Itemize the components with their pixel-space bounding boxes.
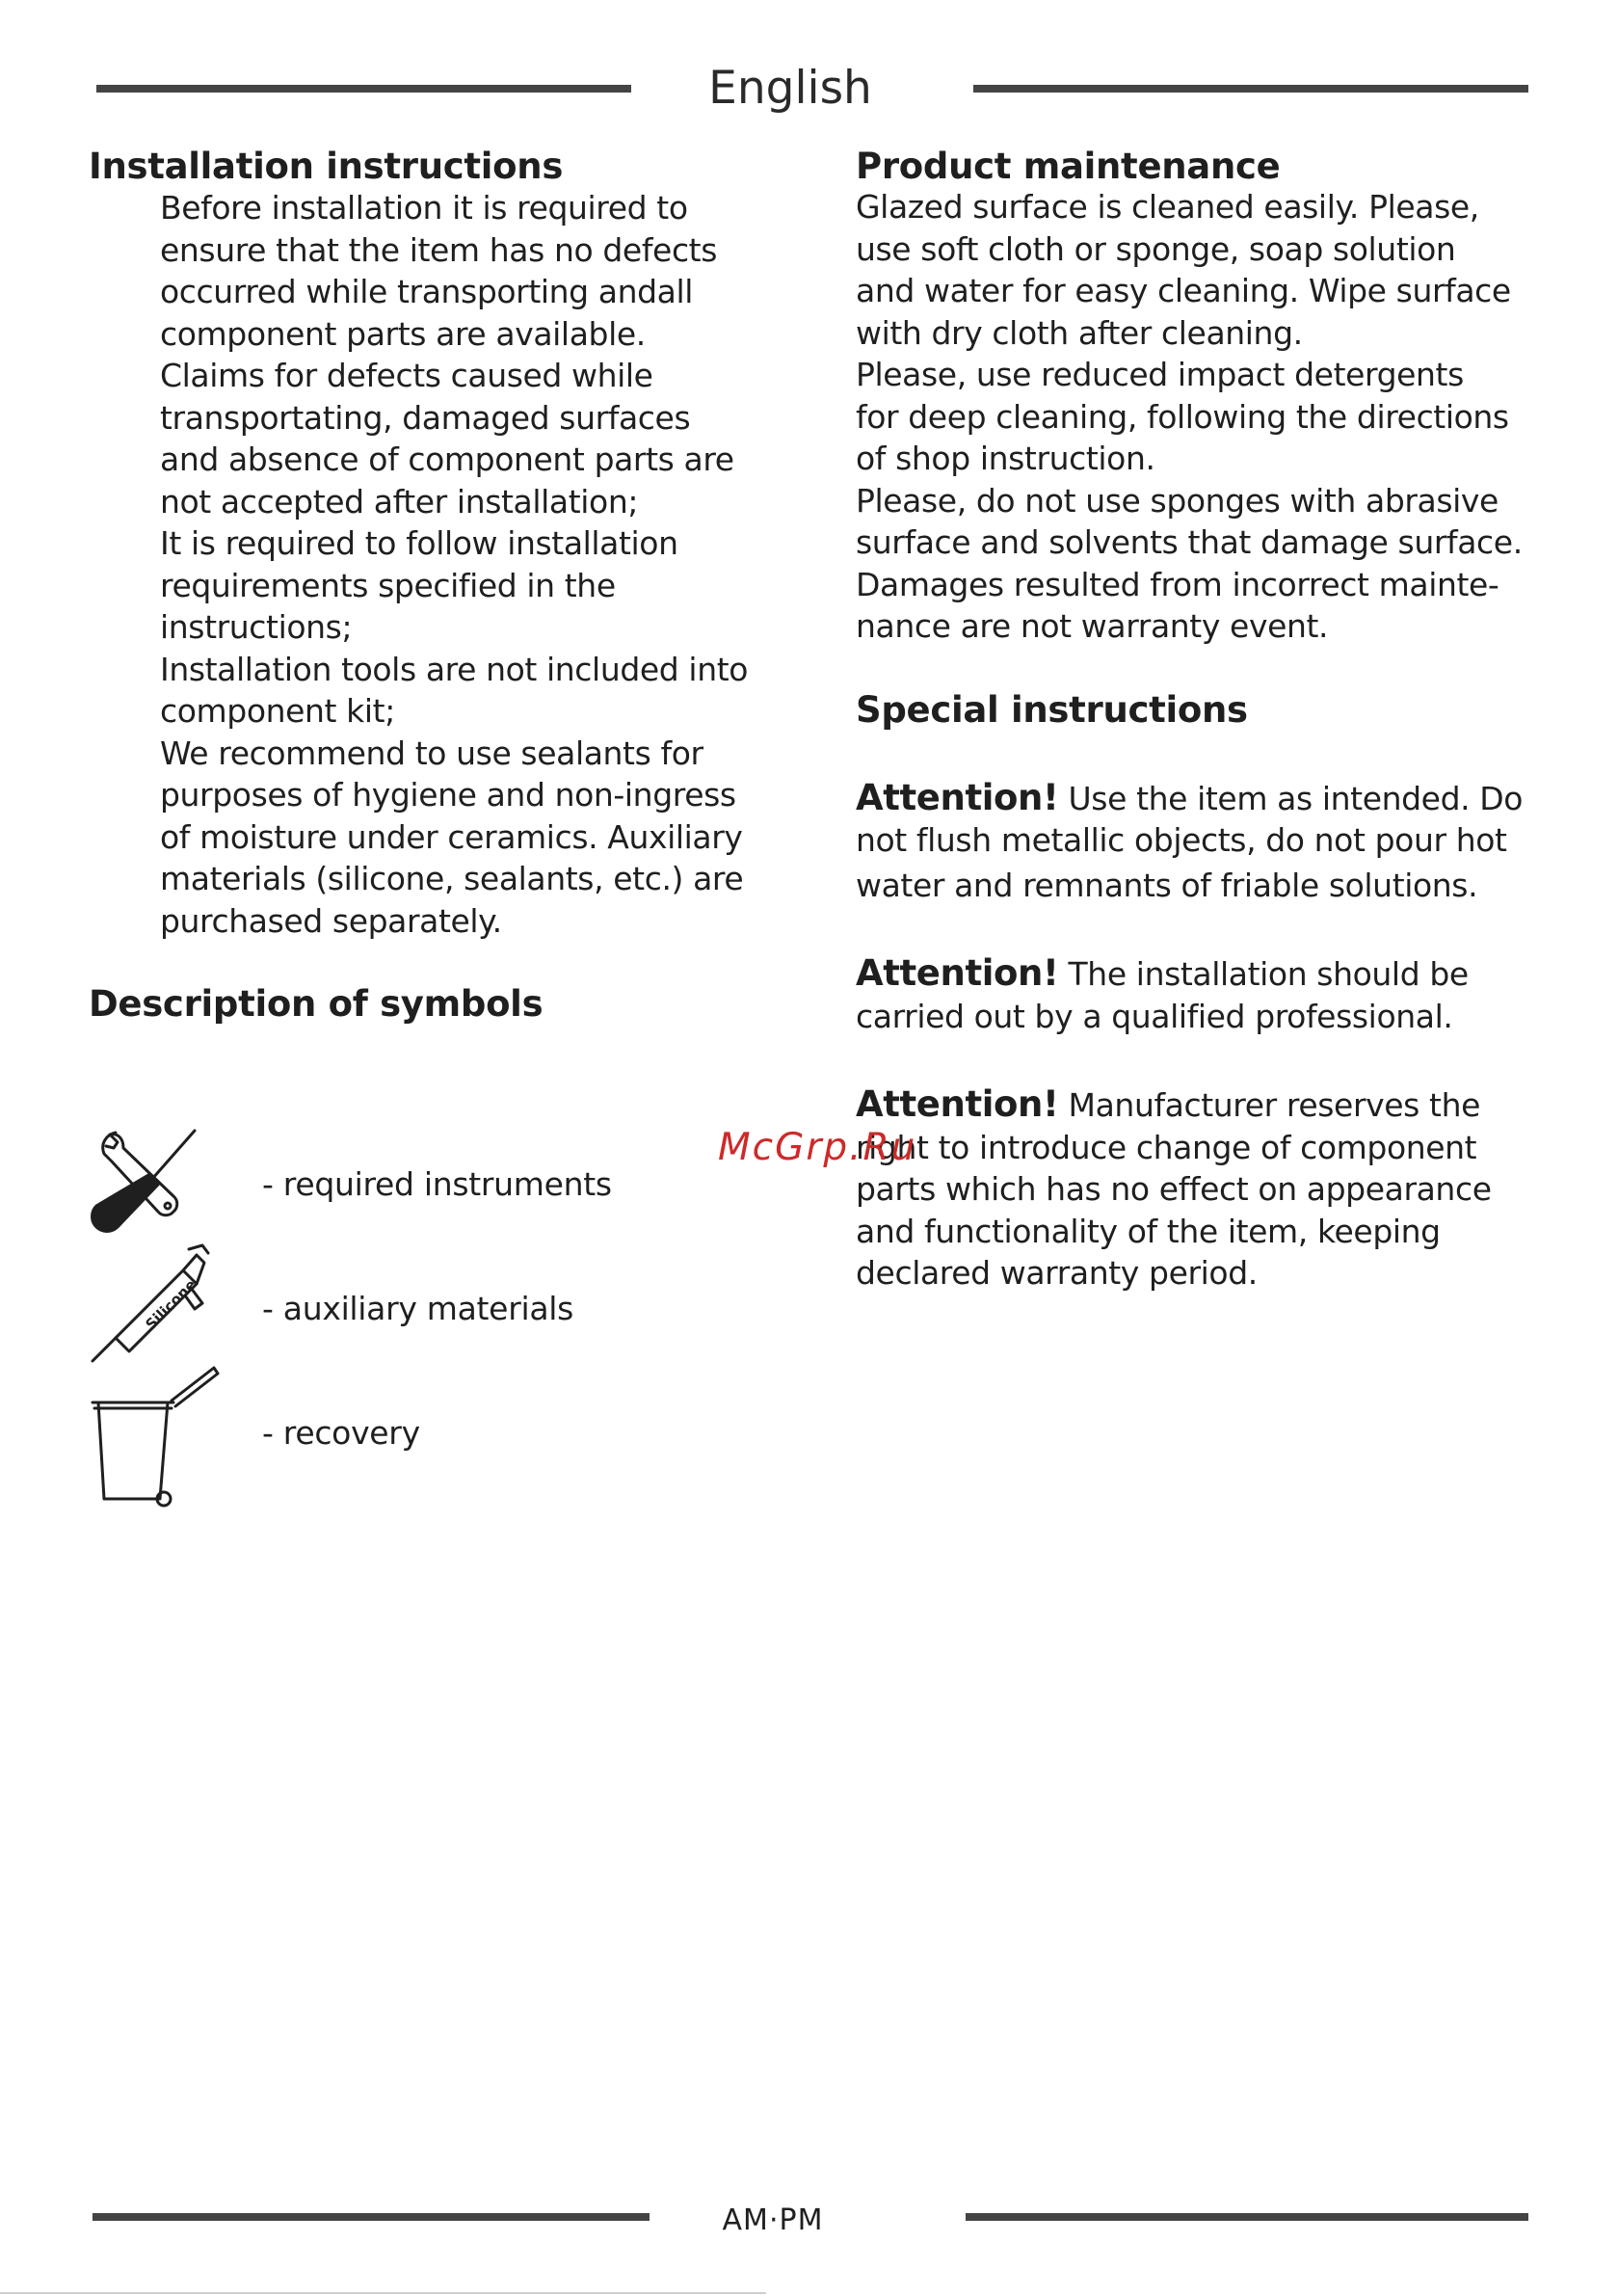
installation-line: Installation tools are not included into [160, 650, 749, 688]
installation-line: ensure that the item has no defects [160, 230, 718, 269]
attention-line: The installation should be [1058, 955, 1469, 993]
installation-line: component kit; [160, 692, 395, 730]
maintenance-line: use soft cloth or sponge, soap solution [856, 229, 1456, 268]
installation-line: purposes of hygiene and non-ingress [160, 776, 736, 814]
symbols-title: Description of symbols [89, 983, 544, 1025]
attention-block [856, 1083, 1550, 1295]
maintenance-line: with dry cloth after cleaning. [856, 313, 1303, 352]
attention-line: not flush metallic objects, do not pour hot [856, 821, 1507, 859]
page-edge-line [0, 2292, 766, 2294]
right-column [856, 145, 1550, 1295]
installation-body [89, 187, 782, 942]
watermark: McGrp.Ru [718, 1126, 917, 1169]
attention-line: parts which has no effect on appearance [856, 1170, 1492, 1208]
installation-line: transportating, damaged surfaces [160, 398, 691, 437]
recycle-bin-icon [89, 1364, 224, 1508]
symbol-label-materials: - auxiliary materials [262, 1290, 574, 1327]
installation-line: We recommend to use sealants for [160, 734, 703, 772]
installation-line: purchased separately. [160, 901, 502, 940]
attention-line: right to introduce change of component [856, 1128, 1477, 1166]
installation-line: requirements specified in the [160, 566, 616, 604]
maintenance-line: Glazed surface is cleaned easily. Please, [856, 188, 1479, 226]
maintenance-line: of shop instruction. [856, 440, 1155, 477]
attention-line: Manufacturer reserves the [1058, 1086, 1480, 1124]
maintenance-body [856, 186, 1550, 648]
language-title: English [708, 62, 872, 115]
maintenance-line: Please, use reduced impact detergents [856, 356, 1464, 393]
maintenance-line: surface and solvents that damage surface. [856, 523, 1523, 561]
installation-line: materials (silicone, sealants, etc.) are [160, 860, 744, 897]
attention-label: Attention! [856, 952, 1059, 994]
maintenance-line: Damages resulted from incorrect mainte- [856, 565, 1499, 603]
symbol-label-tools: - required instruments [262, 1165, 612, 1203]
symbol-row-recovery [89, 1364, 763, 1508]
maintenance-line: nance are not warranty event. [856, 607, 1329, 645]
installation-line: occurred while transporting andall [160, 273, 694, 310]
symbol-row-tools [89, 1123, 763, 1239]
attention-label: Attention! [856, 776, 1059, 818]
tools-icon [89, 1123, 204, 1239]
installation-line: and absence of component parts are [160, 441, 734, 478]
symbol-row-materials [89, 1243, 763, 1369]
header-rule-left [96, 85, 631, 93]
attention-label: Attention! [856, 1083, 1059, 1125]
attention-block [856, 952, 1550, 1037]
header-rule-right [973, 85, 1528, 93]
attention-line: and functionality of the item, keeping [856, 1212, 1441, 1250]
attention-line: carried out by a qualified professional. [856, 997, 1453, 1035]
installation-line: component parts are available. [160, 314, 646, 353]
installation-title: Installation instructions [89, 146, 564, 187]
maintenance-line: for deep cleaning, following the directions [856, 397, 1509, 436]
silicone-label: Silicone [142, 1275, 200, 1334]
attention-line: declared warranty period. [856, 1254, 1258, 1292]
installation-line: not accepted after installation; [160, 482, 639, 521]
attention-line: water and remnants of friable solutions. [856, 866, 1478, 904]
footer-rule-left [93, 2213, 650, 2221]
maintenance-line: Please, do not use sponges with abrasive [856, 481, 1499, 520]
footer-rule-right [966, 2213, 1528, 2221]
installation-line: instructions; [160, 608, 353, 646]
attention-block [856, 777, 1550, 907]
maintenance-title: Product maintenance [856, 146, 1281, 187]
attention-line: Use the item as intended. Do [1058, 779, 1524, 817]
installation-line: Claims for defects caused while [160, 357, 653, 394]
special-title: Special instructions [856, 688, 1248, 731]
installation-line: Before installation it is required to [160, 189, 688, 227]
symbol-label-recovery: - recovery [262, 1414, 420, 1452]
left-column [89, 145, 782, 1027]
installation-line: It is required to follow installation [160, 524, 678, 562]
maintenance-line: and water for easy cleaning. Wipe surface [856, 272, 1511, 309]
silicone-gun-icon [89, 1243, 214, 1369]
installation-line: of moisture under ceramics. Auxiliary [160, 817, 743, 856]
brand-logo: AM·PM [722, 2203, 824, 2237]
